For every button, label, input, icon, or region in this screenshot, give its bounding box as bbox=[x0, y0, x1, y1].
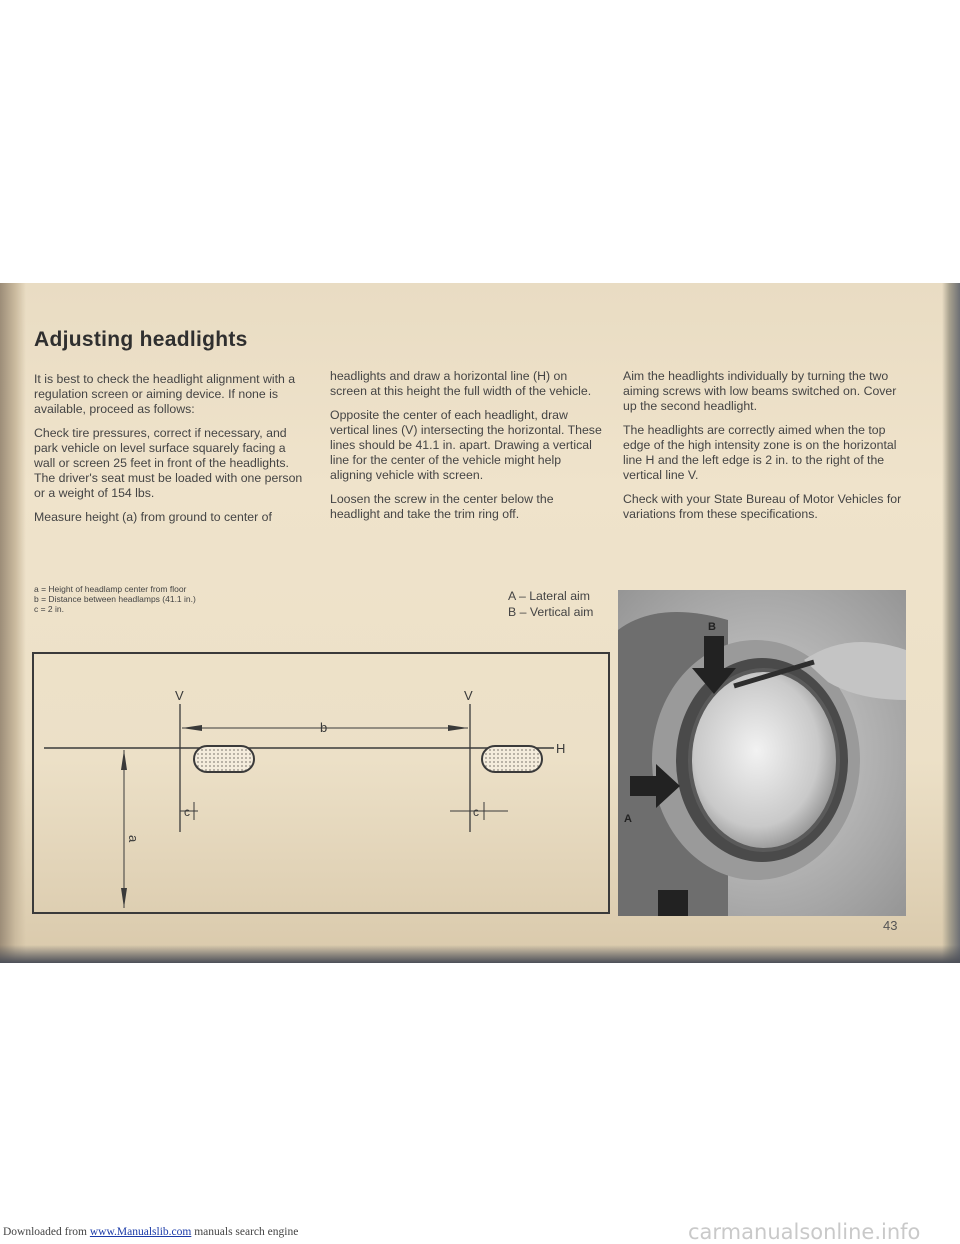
paragraph: Check with your State Bureau of Motor Vehicles for variations from these specifications. bbox=[623, 492, 902, 521]
aim-legend bbox=[508, 588, 593, 620]
text-column-1 bbox=[34, 372, 306, 534]
watermark: carmanualsonline.info bbox=[688, 1220, 921, 1244]
footer-prefix: Downloaded from bbox=[3, 1226, 90, 1238]
diagram-legend bbox=[34, 584, 196, 614]
text-column-3 bbox=[623, 369, 903, 531]
headlight-lens bbox=[690, 670, 838, 850]
legend-item-c: c = 2 in. bbox=[34, 604, 65, 614]
label-v-right: V bbox=[464, 688, 473, 703]
paragraph: Measure height (a) from ground to center of bbox=[34, 510, 272, 524]
paragraph: Aim the headlights individually by turning the two aiming screws with low beams switched on. Cover up the second headlight. bbox=[623, 369, 897, 413]
label-h: H bbox=[556, 741, 566, 756]
paragraph: headlights and draw a horizontal line (H) on screen at this height the full width of the vehicle. bbox=[330, 369, 592, 398]
label-v-left: V bbox=[175, 688, 184, 703]
paragraph: The headlights are correctly aimed when the top edge of the high intensity zone is on the horizontal line H and the left edge is 2 in. to the right of the vertical line V. bbox=[623, 423, 897, 482]
legend-item-b: b = Distance between headlamps (41.1 in.) bbox=[34, 594, 196, 604]
paragraph: Loosen the screw in the center below the headlight and take the trim ring off. bbox=[330, 492, 554, 521]
paragraph: It is best to check the headlight alignment with a regulation screen or aiming device. If none is available, proceed as follows: bbox=[34, 372, 296, 416]
label-a: a bbox=[126, 835, 141, 843]
footer-link[interactable]: www.Manualslib.com bbox=[89, 1226, 192, 1238]
label-c-right: c bbox=[473, 805, 479, 819]
aim-legend-lateral: A – Lateral aim bbox=[508, 589, 591, 603]
label-c-left: c bbox=[184, 805, 190, 819]
paragraph: Check tire pressures, correct if necessary, and park vehicle on level surface squarely facing a wall or screen 25 feet in front of the headlights. The driver's seat must be loaded with one person or a weight of 154 lbs. bbox=[34, 426, 303, 500]
arrow-a-bottom bbox=[121, 888, 127, 908]
photo-label-b: B bbox=[708, 621, 716, 633]
label-b: b bbox=[320, 720, 328, 735]
legend-item-a: a = Height of headlamp center from floor bbox=[34, 584, 187, 594]
footer-suffix: manuals search engine bbox=[191, 1226, 299, 1238]
photo-label-a: A bbox=[624, 813, 632, 825]
headlight-photo bbox=[618, 590, 906, 916]
page-number: 43 bbox=[883, 918, 898, 933]
headlamp-left bbox=[194, 746, 254, 772]
screen-frame bbox=[33, 653, 609, 913]
page-shadow bbox=[0, 945, 960, 963]
arrow-b-right bbox=[448, 725, 468, 731]
page-heading: Adjusting headlights bbox=[34, 328, 248, 351]
paragraph: Opposite the center of each headlight, draw vertical lines (V) intersecting the horizontal. These lines should be 41.1 in. apart. Drawing a vertical line for the center of the vehicle might help aligning vehicle with screen. bbox=[330, 408, 602, 482]
aim-legend-vertical: B – Vertical aim bbox=[508, 605, 594, 619]
headlamp-right bbox=[482, 746, 542, 772]
text-column-2 bbox=[330, 369, 602, 531]
arrow-a-top bbox=[121, 750, 127, 770]
arrow-b-left bbox=[182, 725, 202, 731]
alignment-diagram bbox=[32, 652, 610, 914]
footer bbox=[3, 1226, 298, 1238]
